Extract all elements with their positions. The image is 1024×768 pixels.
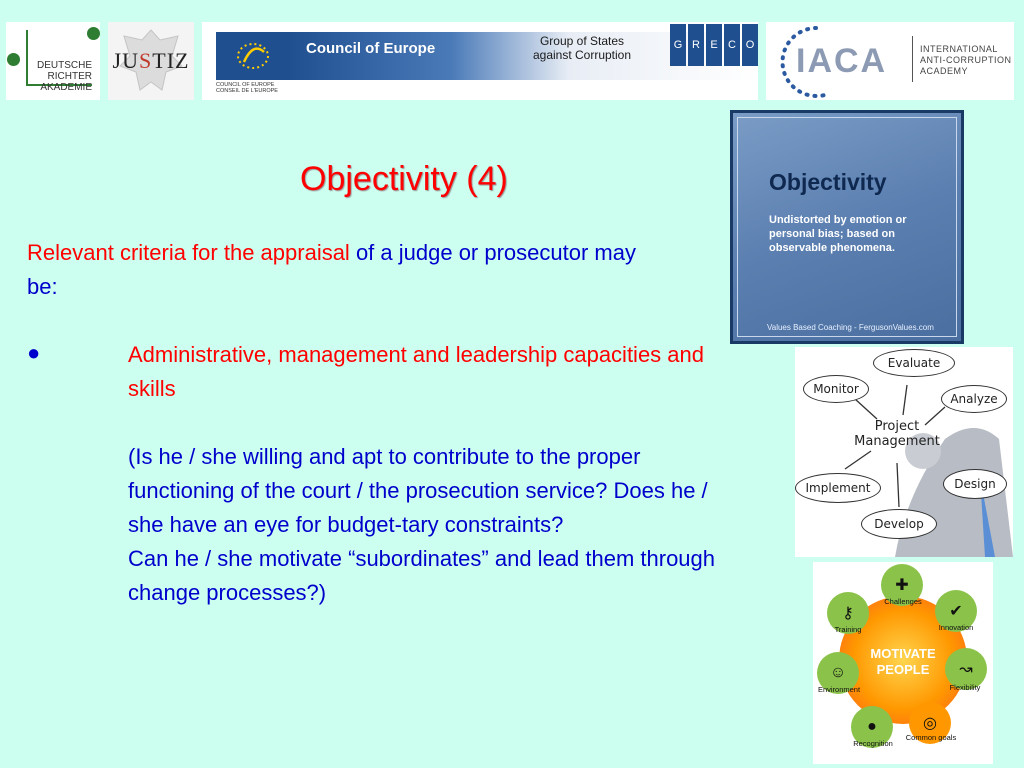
pm-node-implement: Implement — [795, 473, 881, 503]
justiz-wordmark: JUSTIZ — [112, 48, 190, 73]
iaca-full-name: INTERNATIONAL ANTI-CORRUPTION ACADEMY — [920, 44, 1012, 76]
pm-center-label: Project Management — [854, 419, 940, 449]
eu-stars-icon — [216, 32, 290, 80]
motivate-people-image: MOTIVATE PEOPLE ✚ Challenges ✔ Innovation ↝ Flexibility ◎ Common goals ● Recognition ☺ Environment ⚷ Training — [813, 562, 993, 764]
coe-title: Council of Europe — [306, 40, 436, 57]
puzzle-icon: ✚ — [881, 564, 923, 606]
check-icon: ✔ — [935, 590, 977, 632]
objectivity-credit: Values Based Coaching - FergusonValues.com — [767, 323, 934, 332]
gsac-text: Group of States against Corruption — [532, 34, 632, 62]
people-icon: ☺ — [817, 652, 859, 694]
objectivity-definition-image — [730, 110, 964, 344]
pm-node-design: Design — [943, 469, 1007, 499]
pm-node-monitor: Monitor — [803, 375, 869, 403]
project-management-image — [795, 347, 1013, 557]
greco-letters: G R E C O — [670, 24, 758, 66]
coe-small-caption: COUNCIL OF EUROPE CONSEIL DE L'EUROPE — [216, 82, 278, 94]
iaca-logo — [766, 22, 1014, 100]
objectivity-definition: Undistorted by emotion or personal bias; based on observable phenomena. — [769, 214, 907, 254]
target-icon: ◎ — [909, 702, 951, 744]
bullet-text: Administrative, management and leadership capacities and skills — [128, 342, 704, 401]
key-icon: ⚷ — [827, 592, 869, 634]
pm-node-analyze: Analyze — [941, 385, 1007, 413]
objectivity-heading: Objectivity — [769, 169, 887, 195]
intro-paragraph: Relevant criteria for the appraisal of a judge or prosecutor may be: — [27, 240, 636, 299]
logo-dot-icon — [87, 27, 100, 40]
pm-node-evaluate: Evaluate — [873, 349, 955, 377]
bullet-icon: ● — [27, 340, 41, 365]
speech-bubble-icon: ● — [851, 706, 893, 748]
flexibility-icon: ↝ — [945, 648, 987, 690]
dra-logo-text: DEUTSCHE RICHTER AKADEMIE — [36, 60, 92, 93]
iaca-name: IACA — [796, 42, 888, 80]
detail-paragraph: (Is he / she willing and apt to contribute to the proper functioning of the court / the prosecution service? Does he / she have an eye for budget-tary constraints? Can he / she motivate “subordinates” and lead them through change processes?) — [128, 444, 716, 605]
logo-dot-icon — [7, 53, 20, 66]
deutsche-richter-akademie-logo — [6, 22, 100, 100]
motivate-center-label: MOTIVATE PEOPLE — [870, 646, 936, 677]
pm-node-develop: Develop — [861, 509, 937, 539]
slide-title: Objectivity (4) — [300, 160, 508, 198]
justiz-logo — [108, 22, 194, 100]
council-of-europe-greco-banner — [202, 22, 758, 100]
